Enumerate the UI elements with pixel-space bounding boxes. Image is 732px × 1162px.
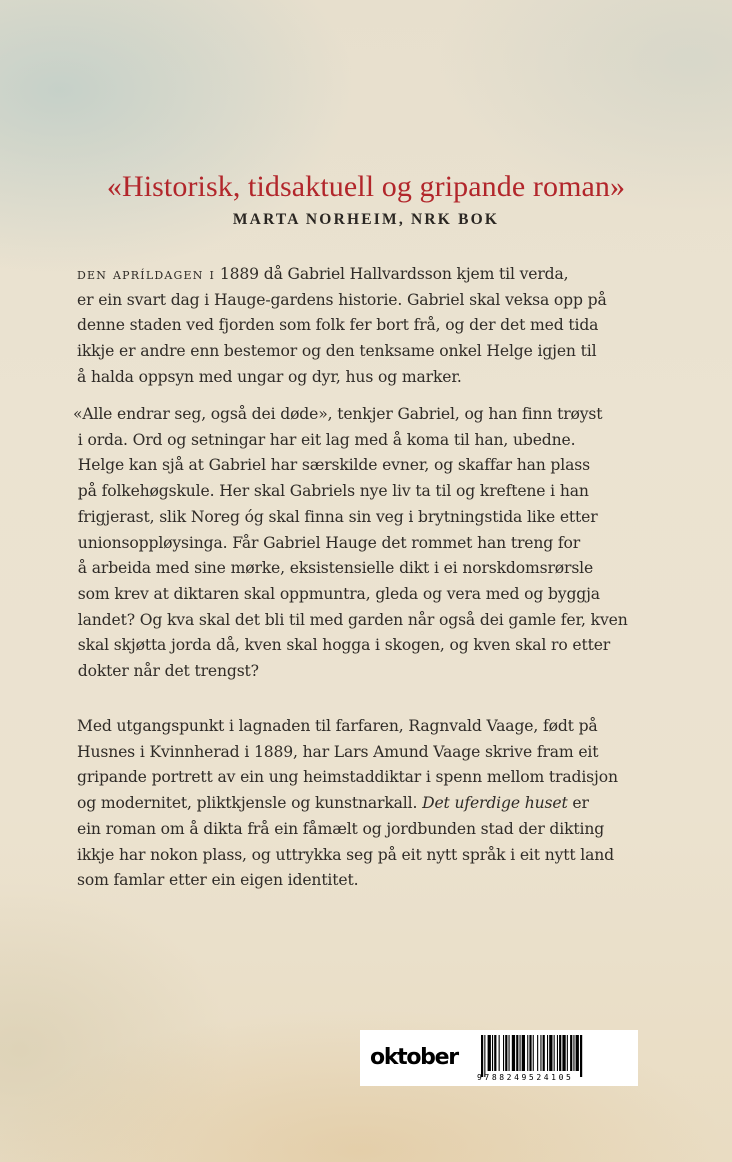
barcode-bar [559, 1035, 561, 1071]
barcode-bar [543, 1035, 545, 1071]
publisher-logo: oktober [370, 1045, 458, 1070]
blurb-paragraph-2 [73, 402, 663, 685]
blurb-line: gripande portrett av ein ung heimstaddiktar i spenn mellom tradisjon [77, 768, 618, 787]
blurb-line: unionsoppløysinga. Får Gabriel Hauge det rommet han treng for [73, 533, 581, 552]
barcode-bar [512, 1035, 515, 1071]
review-quote: «Historisk, tidsaktuell og gripande roman» [106, 170, 626, 203]
review-attribution: MARTA NORHEIM, NRK BOK [232, 211, 500, 228]
blurb-line: er [567, 794, 589, 813]
barcode-bar [494, 1035, 496, 1071]
blurb-line: på folkehøgskule. Her skal Gabriels nye liv ta til og kreftene i han [73, 482, 589, 501]
barcode-bar [557, 1035, 558, 1071]
blurb-line: ikkje er andre enn bestemor og den tenksame onkel Helge igjen til [77, 342, 597, 361]
barcode-bar [505, 1035, 507, 1071]
book-title: Det uferdige huset [422, 794, 568, 813]
barcode-bar [562, 1035, 565, 1071]
barcode-bar [529, 1035, 531, 1071]
blurb-paragraph-1 [77, 262, 667, 391]
barcode-bar [484, 1035, 485, 1077]
barcode-bar [570, 1035, 572, 1071]
barcode-bar [540, 1035, 541, 1071]
barcode-bar [533, 1035, 534, 1071]
blurb-line: og modernitet, pliktkjensle og kunstnarkall. [77, 794, 423, 813]
blurb-line: ikkje har nokon plass, og uttrykka seg på eit nytt språk i eit nytt land [77, 845, 614, 864]
barcode-bar [567, 1035, 568, 1071]
barcode-bar [573, 1035, 574, 1071]
blurb-line: dokter når det trengst? [73, 662, 259, 681]
barcode-bar [522, 1035, 525, 1071]
blurb-line: «Alle endrar seg, også dei døde», tenkjer Gabriel, og han finn trøyst [73, 405, 603, 423]
barcode-bar [537, 1035, 538, 1071]
barcode-bar [509, 1035, 510, 1071]
barcode-bar [554, 1035, 555, 1071]
blurb-line: skal skjøtta jorda då, kven skal hogga i skogen, og kven skal ro etter [73, 636, 611, 655]
isbn-digits: 9788249524105 [477, 1073, 574, 1082]
barcode-bar [492, 1035, 493, 1071]
blurb-line: å halda oppsyn med ungar og dyr, hus og marker. [77, 367, 462, 386]
blurb-line: ein roman om å dikta frå ein fåmælt og jordbunden stad der dikting [77, 819, 605, 838]
blurb-line: som famlar etter ein eigen identitet. [77, 871, 359, 890]
barcode-bar [547, 1035, 548, 1071]
barcode-bar [576, 1035, 579, 1071]
blurb-line: 1889 då Gabriel Hallvardsson kjem til verda, [215, 265, 569, 283]
blurb-paragraph-3 [77, 714, 667, 894]
blurb-line: Husnes i Kvinnherad i 1889, har Lars Amund Vaage skrive fram eit [77, 742, 599, 761]
barcode-bar [520, 1035, 521, 1071]
barcode-bar [503, 1035, 504, 1071]
blurb-line: denne staden ved fjorden som folk fer bort frå, og der det med tida [77, 316, 599, 335]
blurb-lead-smallcaps: den apríldagen i [77, 265, 216, 283]
blurb-line: Med utgangspunkt i lagnaden til farfaren, Ragnvald Vaage, født på [77, 717, 598, 735]
blurb-line: landet? Og kva skal det bli til med garden når også dei gamle fer, kven [73, 610, 628, 629]
barcode-bar [481, 1035, 483, 1077]
barcode-bar [527, 1035, 528, 1071]
blurb-line: som krev at diktaren skal oppmuntra, gleda og vera med og byggja [73, 584, 600, 603]
barcode-bar [549, 1035, 552, 1071]
blurb-line: er ein svart dag i Hauge-gardens historie. Gabriel skal veksa opp på [77, 290, 607, 309]
blurb-line: Helge kan sjå at Gabriel har særskilde evner, og skaffar han plass [73, 456, 590, 475]
blurb-line: i orda. Ord og setningar har eit lag med å koma til han, ubedne. [73, 430, 576, 449]
barcode-bar [580, 1035, 582, 1077]
barcode-bar [488, 1035, 491, 1071]
blurb-line: frigjerast, slik Noreg óg skal finna sin veg i brytningstida like etter [73, 507, 598, 526]
barcode-bar [516, 1035, 518, 1071]
barcode-bar [499, 1035, 500, 1071]
blurb-line: å arbeida med sine mørke, eksistensielle dikt i ei norskdomsrørsle [73, 559, 594, 578]
